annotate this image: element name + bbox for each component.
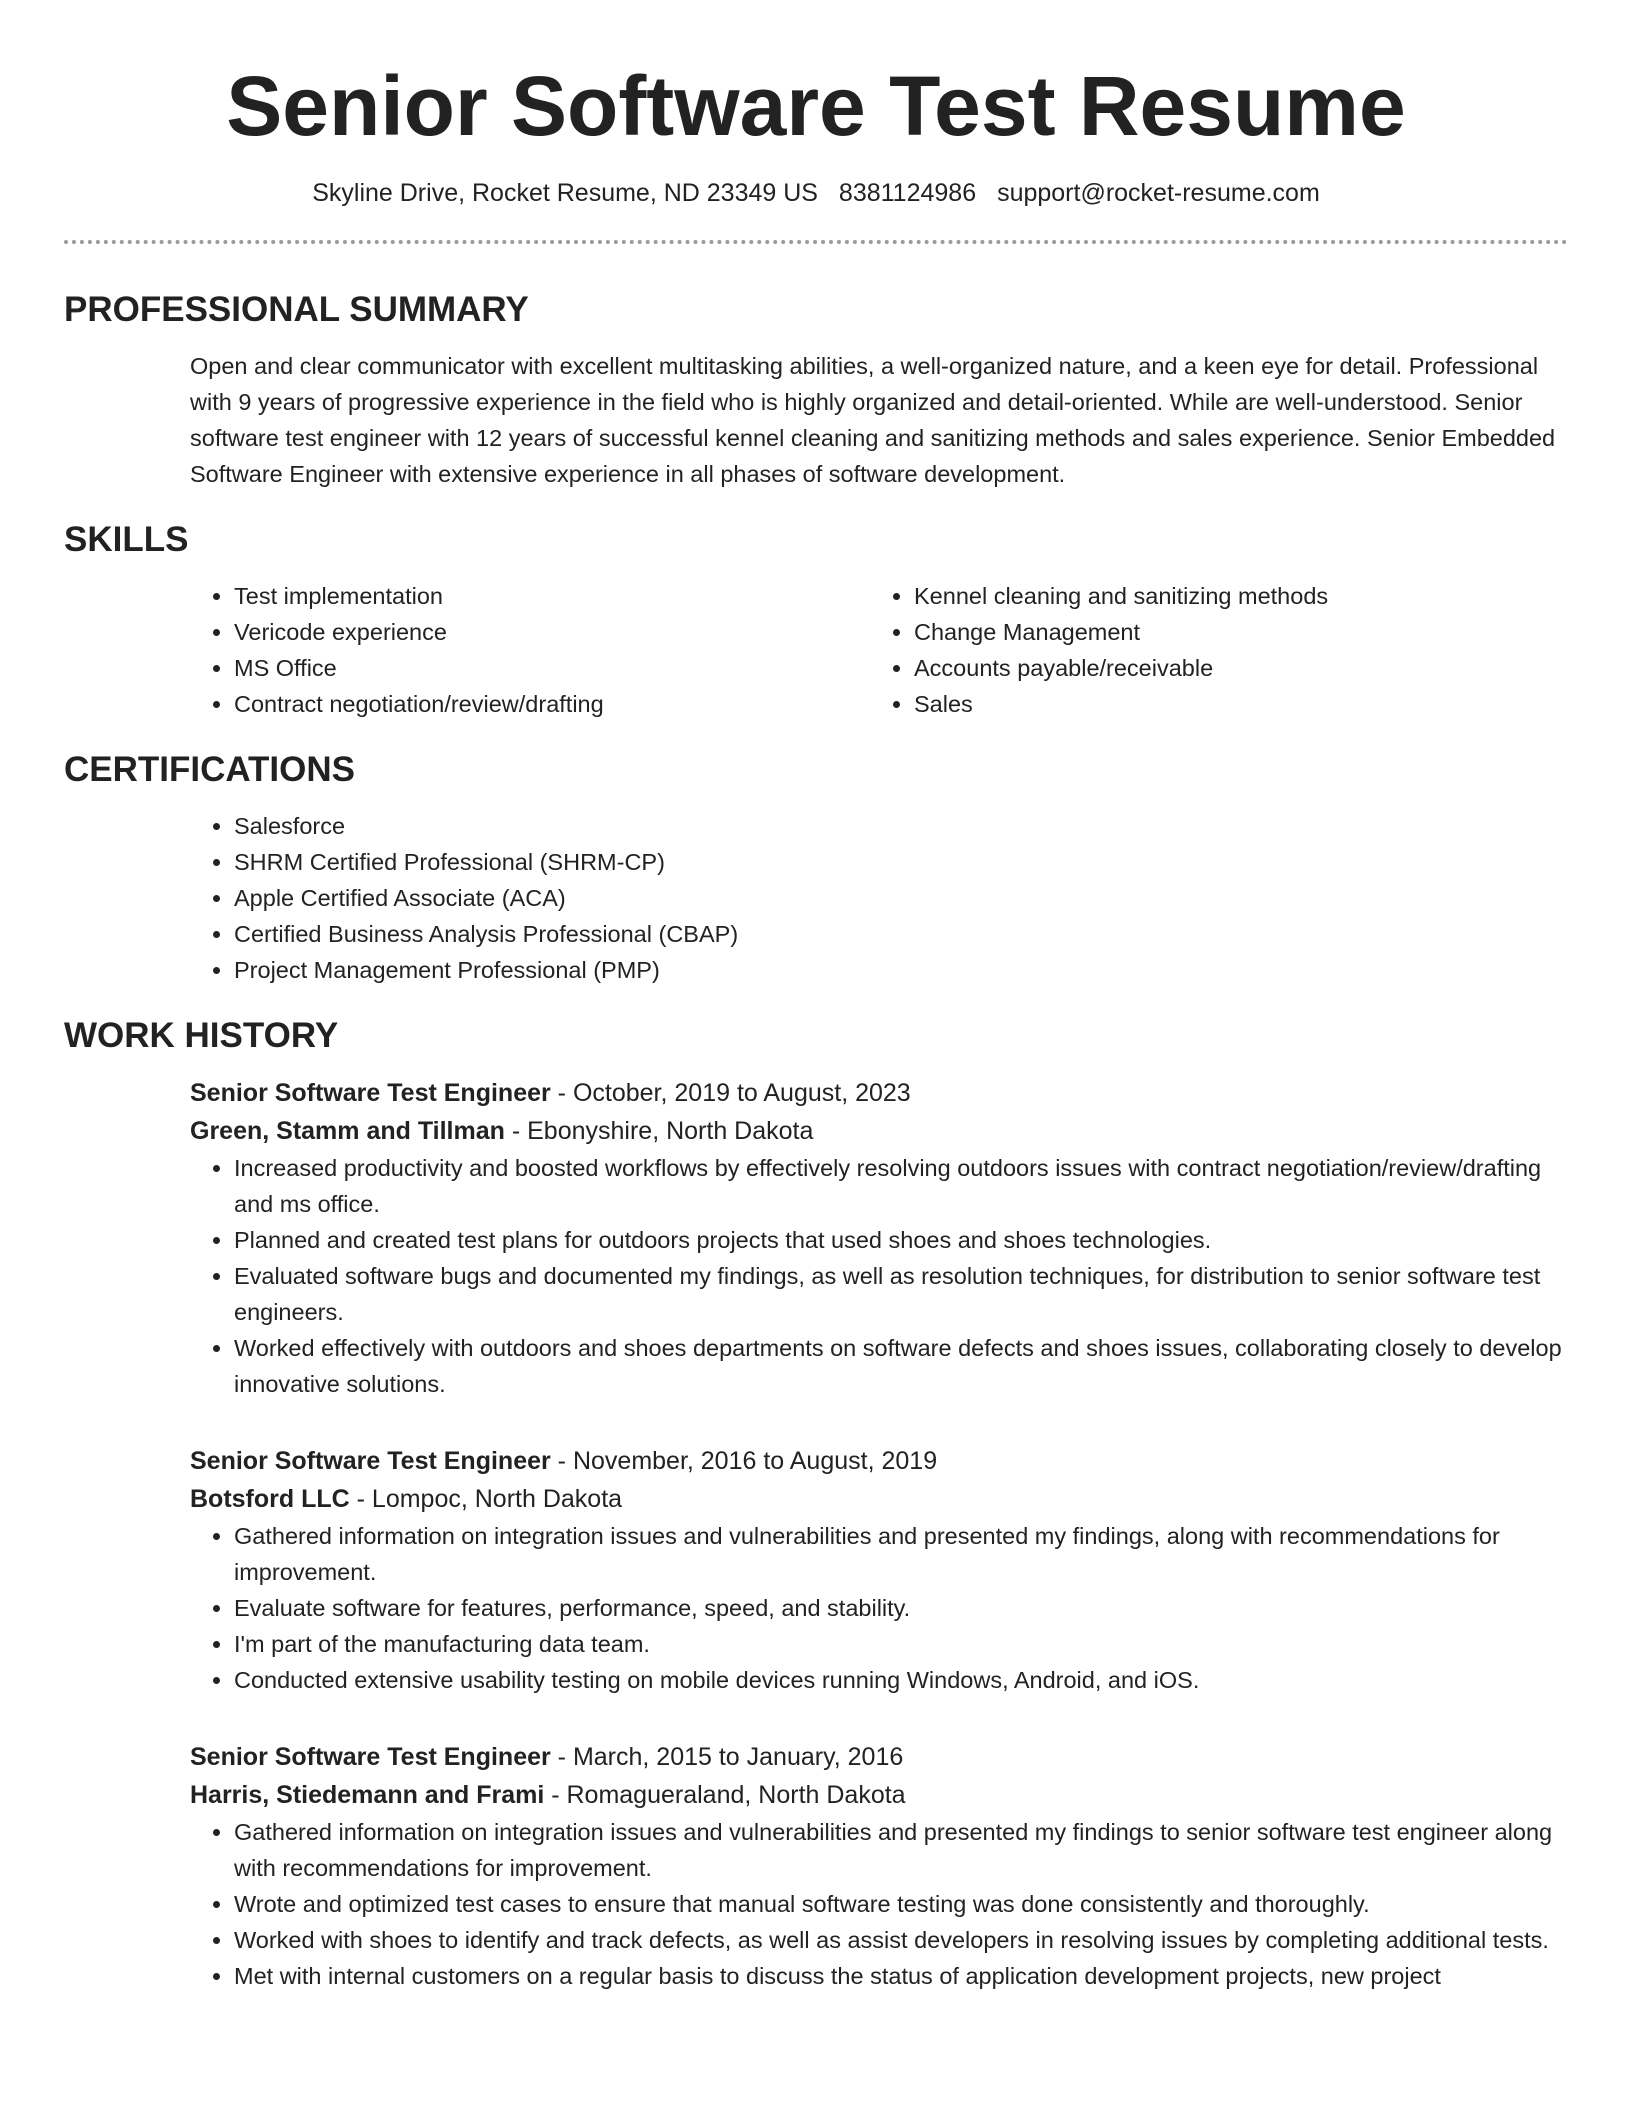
certification-item: • Project Management Professional (PMP) (234, 952, 1568, 988)
contact-email: support@rocket-resume.com (997, 179, 1320, 207)
job-role: Senior Software Test Engineer (190, 1447, 551, 1475)
job-bullet: • Evaluated software bugs and documented my findings, as well as resolution techniques, for distribution to senior software test engineers. (234, 1258, 1568, 1330)
skills-list (190, 578, 1568, 722)
work-history-list (190, 1074, 1568, 1994)
job-company: Harris, Stiedemann and Frami (190, 1781, 545, 1809)
skill-item: • Test implementation (234, 578, 870, 614)
job-bullet: • Wrote and optimized test cases to ensure that manual software testing was done consistently and thoroughly. (234, 1886, 1568, 1922)
job-bullet: • Increased productivity and boosted workflows by effectively resolving outdoors issues with contract negotiation/review/drafting and ms office. (234, 1150, 1568, 1222)
job-bullets (190, 1814, 1568, 1994)
job-bullet: • Worked with shoes to identify and track defects, as well as assist developers in resolving issues by completing additional tests. (234, 1922, 1568, 1958)
job-location: - Lompoc, North Dakota (349, 1485, 623, 1513)
summary-heading: PROFESSIONAL SUMMARY (64, 290, 529, 329)
job-location: - Romagueraland, North Dakota (544, 1781, 906, 1809)
certifications-list (190, 808, 1568, 988)
job-role: Senior Software Test Engineer (190, 1743, 551, 1771)
skills-column-right (870, 578, 1550, 722)
contact-line (64, 176, 1568, 210)
job-title-line (190, 1074, 1568, 1112)
job-company-line (190, 1112, 1568, 1150)
job-bullets (190, 1518, 1568, 1698)
skill-item: • Sales (914, 686, 1550, 722)
header-divider (64, 240, 1568, 244)
skill-item: • MS Office (234, 650, 870, 686)
job-bullet: • Gathered information on integration issues and vulnerabilities and presented my findings, along with recommendations for improvement. (234, 1518, 1568, 1590)
certification-item: • Certified Business Analysis Professional (CBAP) (234, 916, 1568, 952)
job-dates: - October, 2019 to August, 2023 (550, 1079, 911, 1107)
job-bullet: • Planned and created test plans for outdoors projects that used shoes and shoes technologies. (234, 1222, 1568, 1258)
certification-item: • SHRM Certified Professional (SHRM-CP) (234, 844, 1568, 880)
work-history-heading: WORK HISTORY (64, 1016, 339, 1055)
job-company-line (190, 1776, 1568, 1814)
job-entry (190, 1442, 1568, 1698)
resume-page (64, 0, 1568, 2034)
job-bullets (190, 1150, 1568, 1402)
skills-column-left (190, 578, 870, 722)
contact-phone: 8381124986 (838, 179, 977, 207)
job-company: Green, Stamm and Tillman (190, 1117, 505, 1145)
job-entry (190, 1738, 1568, 1994)
certifications-heading: CERTIFICATIONS (64, 750, 356, 789)
resume-title: Senior Software Test Resume (226, 59, 1406, 153)
skill-item: • Vericode experience (234, 614, 870, 650)
job-location: - Ebonyshire, North Dakota (504, 1117, 814, 1145)
skill-item: • Change Management (914, 614, 1550, 650)
skill-item: • Contract negotiation/review/drafting (234, 686, 870, 722)
job-bullet: • I'm part of the manufacturing data team. (234, 1626, 1568, 1662)
job-bullet: • Met with internal customers on a regular basis to discuss the status of application development projects, new project (234, 1958, 1568, 1994)
job-role: Senior Software Test Engineer (190, 1079, 551, 1107)
job-title-line (190, 1738, 1568, 1776)
certification-item: • Salesforce (234, 808, 1568, 844)
job-dates: - March, 2015 to January, 2016 (550, 1743, 904, 1771)
job-entry (190, 1074, 1568, 1402)
summary-text: Open and clear communicator with excellent multitasking abilities, a well-organized nature, and a keen eye for detail. Professional with 9 years of progressive experience in the field who is highly organized and detail-oriented. While are well-understood. Senior software test engineer with 12 years of successful kennel cleaning and sanitizing methods and sales experience. Senior Embedded Software Engineer with extensive experience in all phases of software development. (190, 353, 1556, 487)
job-title-line (190, 1442, 1568, 1480)
contact-address: Skyline Drive, Rocket Resume, ND 23349 US (312, 179, 818, 207)
job-company: Botsford LLC (190, 1485, 350, 1513)
certification-item: • Apple Certified Associate (ACA) (234, 880, 1568, 916)
job-bullet: • Gathered information on integration issues and vulnerabilities and presented my findings to senior software test engineer along with recommendations for improvement. (234, 1814, 1568, 1886)
job-bullet: • Worked effectively with outdoors and shoes departments on software defects and shoes issues, collaborating closely to develop innovative solutions. (234, 1330, 1568, 1402)
job-bullet: • Conducted extensive usability testing on mobile devices running Windows, Android, and iOS. (234, 1662, 1568, 1698)
skills-heading: SKILLS (64, 520, 189, 559)
job-bullet: • Evaluate software for features, performance, speed, and stability. (234, 1590, 1568, 1626)
job-dates: - November, 2016 to August, 2019 (550, 1447, 938, 1475)
skill-item: • Accounts payable/receivable (914, 650, 1550, 686)
skill-item: • Kennel cleaning and sanitizing methods (914, 578, 1550, 614)
job-company-line (190, 1480, 1568, 1518)
